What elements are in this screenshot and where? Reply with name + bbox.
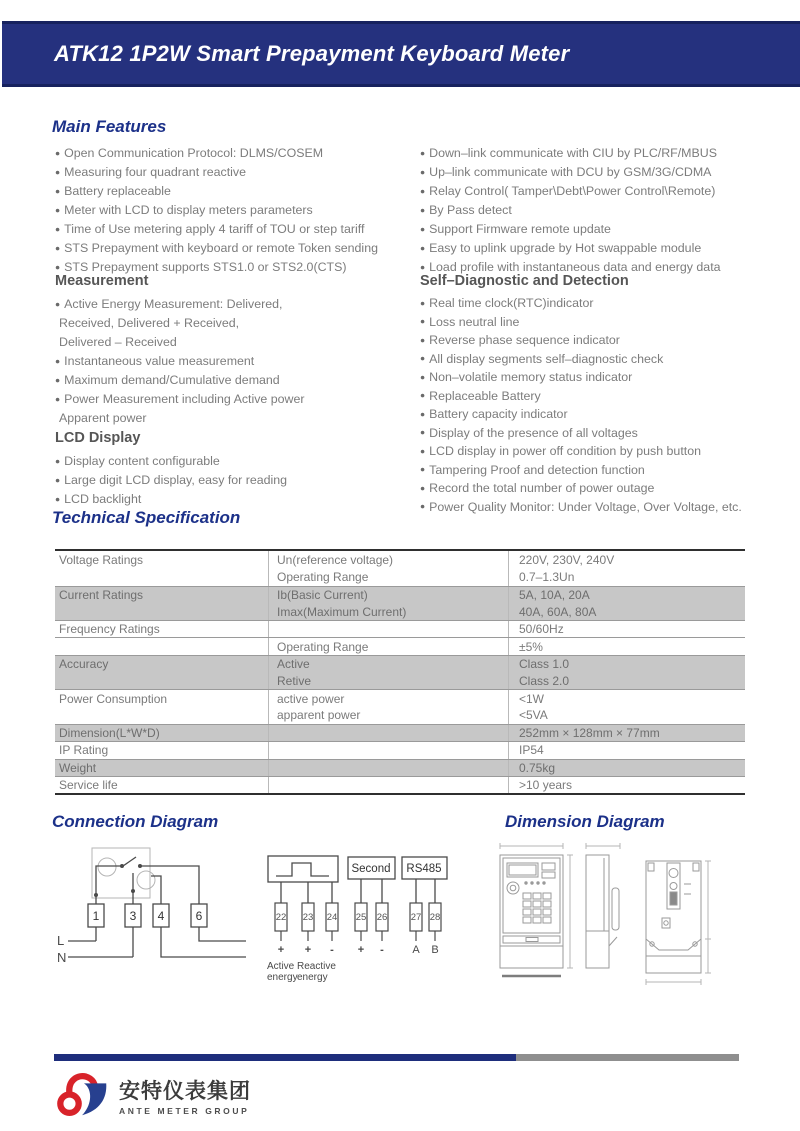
lcd-text: Display content configurable	[64, 454, 220, 468]
measurement-section	[55, 273, 417, 428]
bullet-icon: ●	[55, 455, 61, 466]
self-diagnostic-title: Self–Diagnostic and Detection	[420, 273, 629, 289]
spec-condition: Operating Range	[268, 638, 508, 654]
lcd-display-title: LCD Display	[55, 430, 141, 446]
mark-a: A	[412, 944, 420, 956]
feature-text: Relay Control( Tamper\Debt\Power Control\Remote)	[429, 184, 716, 198]
spec-condition	[268, 760, 508, 776]
measurement-item	[55, 409, 417, 428]
measurement-item	[55, 333, 417, 352]
diagnostic-text: All display segments self–diagnostic check	[429, 351, 664, 366]
rs485-label: RS485	[406, 863, 442, 875]
line-label: L	[57, 933, 65, 948]
junction-dots	[94, 864, 142, 897]
lcd-display-section	[55, 430, 417, 509]
wiring-lines	[68, 857, 246, 957]
feature-text: Up–link communicate with DCU by GSM/3G/CDMA	[429, 165, 712, 179]
diagnostic-item	[420, 443, 760, 462]
feature-item	[420, 239, 750, 258]
main-features-title: Main Features	[52, 117, 167, 136]
measurement-item	[55, 352, 417, 371]
mark-plus: +	[304, 944, 312, 956]
dimension-diagram-title: Dimension Diagram	[505, 812, 665, 831]
bullet-icon: ●	[55, 204, 61, 215]
feature-item	[55, 163, 417, 182]
bullet-icon: ●	[55, 185, 61, 196]
bullet-icon: ●	[55, 474, 61, 485]
diagnostic-text: Battery capacity indicator	[429, 407, 568, 421]
logo-text-block	[119, 1071, 251, 1116]
footer-divider-bar	[54, 1054, 739, 1061]
table-row	[55, 586, 745, 603]
bullet-icon: ●	[55, 147, 61, 158]
tech-spec-title: Technical Specification	[52, 508, 241, 527]
spec-value: >10 years	[508, 777, 745, 793]
measurement-item	[55, 371, 417, 390]
lcd-item	[55, 471, 417, 490]
spec-condition: Imax(Maximum Current)	[268, 603, 508, 620]
spec-condition: Operating Range	[268, 568, 508, 585]
spec-value: 5A, 10A, 20A	[508, 587, 745, 603]
bullet-icon: ●	[420, 185, 426, 196]
spec-value: ±5%	[508, 638, 745, 654]
pulse-output-box	[268, 856, 338, 903]
table-row	[55, 655, 745, 672]
header-band	[2, 21, 800, 87]
bullet-icon: ●	[420, 501, 426, 511]
main-features-left	[55, 144, 417, 277]
self-diagnostic-section	[420, 273, 760, 517]
spec-value: <5VA	[508, 707, 745, 724]
table-row	[55, 724, 745, 741]
bullet-icon: ●	[420, 390, 426, 400]
spec-value: 220V, 230V, 240V	[508, 551, 745, 568]
diagnostic-item	[420, 351, 760, 370]
terminal-22: 22	[275, 912, 287, 923]
feature-text: Meter with LCD to display meters parameters	[64, 203, 313, 217]
connection-diagram	[30, 843, 475, 991]
spec-condition	[268, 777, 508, 793]
spec-value: Class 1.0	[508, 656, 745, 672]
spec-condition: Active	[268, 656, 508, 672]
bullet-icon: ●	[420, 204, 426, 215]
footer-bar-gray	[516, 1054, 739, 1061]
diagnostic-item	[420, 369, 760, 388]
spec-parameter: Frequency Ratings	[59, 622, 160, 637]
bullet-icon: ●	[420, 371, 426, 382]
diagnostic-text: Real time clock(RTC)indicator	[429, 296, 594, 310]
bullet-icon: ●	[420, 482, 426, 493]
measurement-list	[55, 295, 417, 428]
measurement-text: Received, Delivered + Received,	[59, 316, 240, 330]
diagnostic-item	[420, 406, 760, 425]
spec-parameter: Accuracy	[59, 656, 109, 671]
measurement-item	[55, 314, 417, 333]
table-row	[55, 776, 745, 793]
diagnostic-item	[420, 332, 760, 351]
table-row	[55, 637, 745, 654]
spec-value: 0.75kg	[508, 760, 745, 776]
diagnostic-item	[420, 499, 760, 518]
diagnostic-text: Display of the presence of all voltages	[429, 425, 638, 440]
table-row	[55, 741, 745, 758]
bullet-icon: ●	[55, 223, 61, 234]
feature-text: By Pass detect	[429, 203, 512, 217]
spec-condition	[268, 725, 508, 741]
spec-parameter: Weight	[59, 760, 97, 775]
diagnostic-item	[420, 295, 760, 314]
feature-item	[55, 182, 417, 201]
spec-value: IP54	[508, 742, 745, 758]
table-row	[55, 603, 745, 620]
bullet-icon: ●	[420, 261, 426, 272]
bullet-icon: ●	[55, 242, 61, 253]
measurement-text: Apparent power	[59, 411, 147, 425]
main-features-right	[420, 144, 750, 277]
spec-condition: apparent power	[268, 707, 508, 724]
ante-logo-icon	[55, 1071, 113, 1117]
feature-item	[420, 144, 750, 163]
bullet-icon: ●	[420, 464, 426, 474]
feature-item	[420, 182, 750, 201]
diagnostic-text: Reverse phase sequence indicator	[429, 333, 620, 347]
terminal-6: 6	[195, 909, 203, 923]
tech-spec-table	[55, 549, 745, 795]
table-row	[55, 759, 745, 776]
measurement-item	[55, 295, 417, 314]
feature-item	[55, 220, 417, 239]
company-logo	[55, 1071, 251, 1117]
dimension-diagram	[486, 836, 794, 994]
aux-polarity-marks	[278, 944, 439, 956]
bullet-icon: ●	[55, 355, 61, 366]
spec-parameter: Dimension(L*W*D)	[59, 726, 160, 741]
mark-minus: -	[330, 944, 334, 956]
energy-labels	[267, 961, 336, 983]
company-name-en: ANTE METER GROUP	[119, 1106, 250, 1116]
feature-text: Load profile with instantaneous data and energy data	[429, 260, 721, 274]
feature-text: Battery replaceable	[64, 184, 171, 198]
coil-symbols	[92, 848, 155, 898]
bullet-icon: ●	[420, 445, 426, 456]
footer-bar-blue	[54, 1054, 516, 1061]
terminal-3: 3	[129, 909, 137, 923]
spec-parameter: IP Rating	[59, 743, 109, 758]
reactive-energy-label2: energy	[297, 972, 328, 983]
spec-parameter: Current Ratings	[59, 587, 144, 602]
bullet-icon: ●	[420, 166, 426, 177]
feature-item	[55, 239, 417, 258]
table-row	[55, 620, 745, 637]
spec-condition: Ib(Basic Current)	[268, 587, 508, 603]
spec-value: 40A, 60A, 80A	[508, 603, 745, 620]
bullet-icon: ●	[420, 427, 426, 437]
table-row	[55, 568, 745, 585]
diagnostic-text: Non–volatile memory status indicator	[429, 370, 633, 384]
spec-value: 50/60Hz	[508, 621, 745, 637]
terminal-23: 23	[302, 912, 314, 923]
self-diagnostic-list	[420, 295, 760, 517]
lcd-display-list	[55, 452, 417, 509]
feature-text: STS Prepayment supports STS1.0 or STS2.0(CTS)	[64, 260, 347, 274]
front-view	[500, 843, 573, 976]
feature-text: Time of Use metering apply 4 tariff of TOU or step tariff	[64, 222, 365, 236]
main-terminal-numbers	[93, 909, 203, 923]
feature-text: Support Firmware remote update	[429, 222, 611, 236]
terminal-28: 28	[429, 912, 441, 923]
feature-item	[420, 201, 750, 220]
terminal-27: 27	[410, 912, 422, 923]
second-label: Second	[351, 863, 391, 875]
bullet-icon: ●	[420, 334, 426, 345]
diagnostic-item	[420, 388, 760, 407]
diagnostic-text: Power Quality Monitor: Under Voltage, Over Voltage, etc.	[429, 499, 742, 514]
connection-diagram-title: Connection Diagram	[52, 812, 219, 831]
lcd-text: Large digit LCD display, easy for reading	[64, 473, 288, 487]
measurement-item	[55, 390, 417, 409]
bullet-icon: ●	[420, 223, 426, 234]
company-name-cn: 安特仪表集团	[119, 1080, 251, 1103]
back-view	[646, 861, 711, 985]
diagnostic-text: Record the total number of power outage	[429, 481, 655, 495]
table-row	[55, 689, 745, 706]
feature-text: Down–link communicate with CIU by PLC/RF/MBUS	[429, 146, 717, 160]
main-terminal-boxes	[88, 904, 207, 927]
bullet-icon: ●	[55, 166, 61, 177]
diagnostic-text: LCD display in power off condition by push button	[429, 444, 701, 458]
feature-text: Open Communication Protocol: DLMS/COSEM	[64, 146, 324, 160]
bullet-icon: ●	[55, 298, 61, 309]
side-view	[586, 843, 620, 968]
spec-value: <1W	[508, 690, 745, 706]
neutral-label: N	[57, 950, 67, 965]
spec-parameter: Voltage Ratings	[59, 552, 144, 567]
feature-text: Easy to uplink upgrade by Hot swappable module	[429, 241, 702, 255]
spec-parameter: Service life	[59, 778, 118, 792]
lcd-item	[55, 490, 417, 509]
lcd-text: LCD backlight	[64, 492, 142, 506]
bullet-icon: ●	[55, 261, 61, 272]
feature-item	[420, 220, 750, 239]
measurement-text: Delivered – Received	[59, 335, 177, 349]
spec-condition	[268, 621, 508, 637]
aux-terminal-numbers	[276, 912, 441, 923]
mark-b: B	[431, 944, 439, 956]
measurement-text: Power Measurement including Active power	[64, 392, 305, 406]
diagnostic-text: Tampering Proof and detection function	[429, 462, 645, 477]
page-title: ATK12 1P2W Smart Prepayment Keyboard Meter	[54, 41, 570, 66]
feature-item	[420, 163, 750, 182]
diagnostic-item	[420, 462, 760, 481]
bullet-icon: ●	[55, 374, 61, 385]
bullet-icon: ●	[420, 147, 426, 158]
spec-value: 0.7–1.3Un	[508, 568, 745, 585]
spec-condition: Retive	[268, 672, 508, 689]
bullet-icon: ●	[55, 393, 61, 404]
measurement-title: Measurement	[55, 273, 149, 289]
lcd-item	[55, 452, 417, 471]
feature-item	[55, 201, 417, 220]
diagnostic-item	[420, 425, 760, 444]
terminal-1: 1	[92, 909, 100, 923]
bullet-icon: ●	[55, 493, 61, 504]
feature-text: Measuring four quadrant reactive	[64, 165, 246, 179]
diagnostic-item	[420, 480, 760, 499]
feature-item	[55, 144, 417, 163]
mark-minus: -	[380, 944, 384, 956]
terminal-24: 24	[326, 912, 338, 923]
spec-value: Class 2.0	[508, 672, 745, 689]
table-row	[55, 707, 745, 724]
mark-plus: +	[277, 944, 285, 956]
table-row	[55, 551, 745, 568]
spec-condition: active power	[268, 690, 508, 706]
bullet-icon: ●	[420, 408, 426, 419]
active-energy-label: Active	[267, 961, 295, 972]
spec-condition: Un(reference voltage)	[268, 551, 508, 568]
reactive-energy-label: Reactive	[297, 961, 336, 972]
spec-parameter: Power Consumption	[59, 691, 168, 706]
terminal-25: 25	[355, 912, 367, 923]
bullet-icon: ●	[420, 297, 426, 308]
diagnostic-text: Replaceable Battery	[429, 388, 541, 403]
spec-value: 252mm × 128mm × 77mm	[508, 725, 745, 741]
bullet-icon: ●	[420, 242, 426, 253]
diagnostic-item	[420, 314, 760, 333]
terminal-4: 4	[157, 909, 165, 923]
table-row	[55, 672, 745, 689]
diagnostic-text: Loss neutral line	[429, 314, 520, 329]
bullet-icon: ●	[420, 316, 426, 326]
bullet-icon: ●	[420, 353, 426, 363]
measurement-text: Maximum demand/Cumulative demand	[64, 373, 280, 387]
measurement-text: Instantaneous value measurement	[64, 354, 255, 368]
active-energy-label2: energy	[267, 972, 298, 983]
measurement-text: Active Energy Measurement: Delivered,	[64, 297, 283, 311]
spec-condition	[268, 742, 508, 758]
mark-plus: +	[357, 944, 365, 956]
feature-text: STS Prepayment with keyboard or remote Token sending	[64, 241, 378, 255]
terminal-26: 26	[376, 912, 388, 923]
